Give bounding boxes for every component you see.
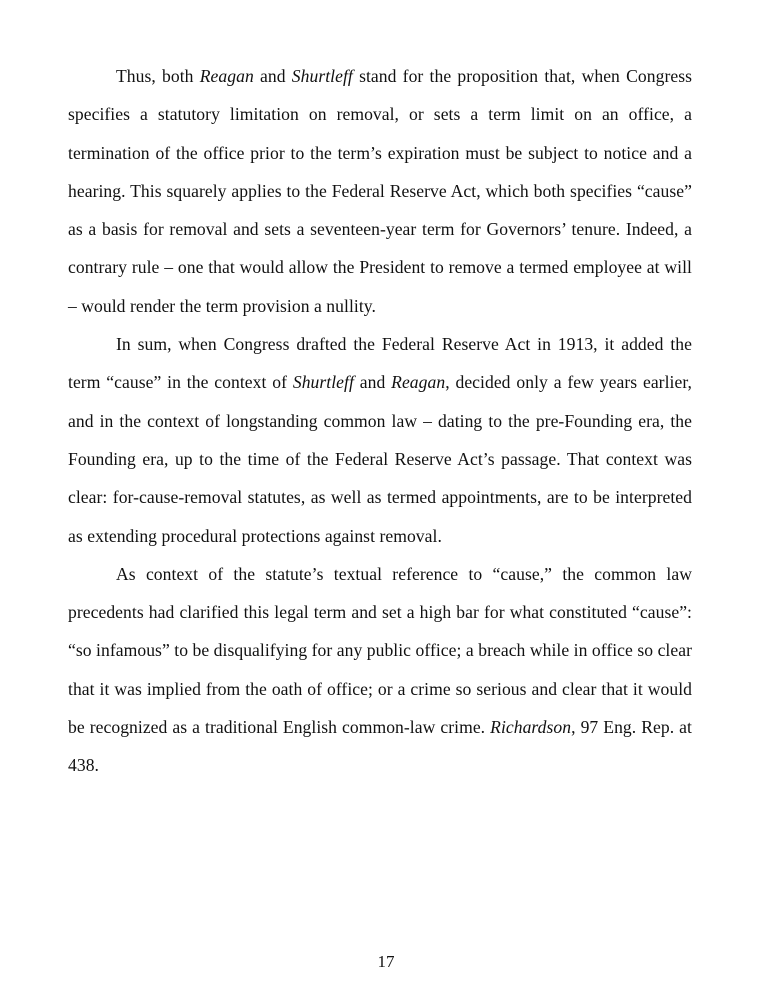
case-name-reagan: Reagan bbox=[391, 372, 446, 393]
text-segment: , 97 Eng. Rep. at 438. bbox=[68, 717, 692, 776]
text-segment: and bbox=[253, 66, 292, 86]
case-name-shurtleff: Shurtleff bbox=[291, 66, 353, 86]
paragraph-3 bbox=[68, 555, 692, 785]
page-number: 17 bbox=[377, 952, 395, 971]
text-segment: As context of the statute’s textual reference to “cause,” the common law precedents had clarified this legal term and set a high bar for what constituted “cause”: “so infamous” to be disqualifying for any public office; a breach while in office so clear that it was implied from the oath of office; or a crime so serious and clear that it would be recognized as a traditional English common-law crime. bbox=[68, 563, 692, 738]
case-name-reagan: Reagan bbox=[199, 66, 254, 86]
text-segment: stand for the proposition that, when Congress specifies a statutory limitation on removal, or sets a term limit on an office, a termination of the office prior to the term’s expiration must be subject to notice and a hearing. This squarely applies to the Federal Reserve Act, which both specifies “cause” as a basis for removal and sets a seventeen-year term for Governors’ tenure. Indeed, a contrary rule – one that would allow the President to remove a termed employee at will – would render the term provision a nullity. bbox=[68, 66, 693, 316]
text-segment: , decided only a few years earlier, and in the context of longstanding common law – dating to the pre-Founding era, the Founding era, up to the time of the Federal Reserve Act’s passage. That context was clear: for-cause-removal statutes, as well as termed appointments, are to be interpreted as extending procedural protections against removal. bbox=[68, 372, 692, 546]
text-segment: and bbox=[353, 372, 392, 393]
paragraph-2 bbox=[68, 325, 692, 555]
paragraph-1 bbox=[68, 57, 692, 325]
body-text bbox=[68, 57, 692, 785]
case-name-richardson: Richardson bbox=[490, 717, 572, 738]
case-name-shurtleff: Shurtleff bbox=[292, 372, 354, 393]
text-segment: In sum, when Congress drafted the Federal Reserve Act in 1913, it added the term “cause” in the context of bbox=[68, 334, 692, 393]
text-segment: Thus, both bbox=[116, 66, 200, 86]
